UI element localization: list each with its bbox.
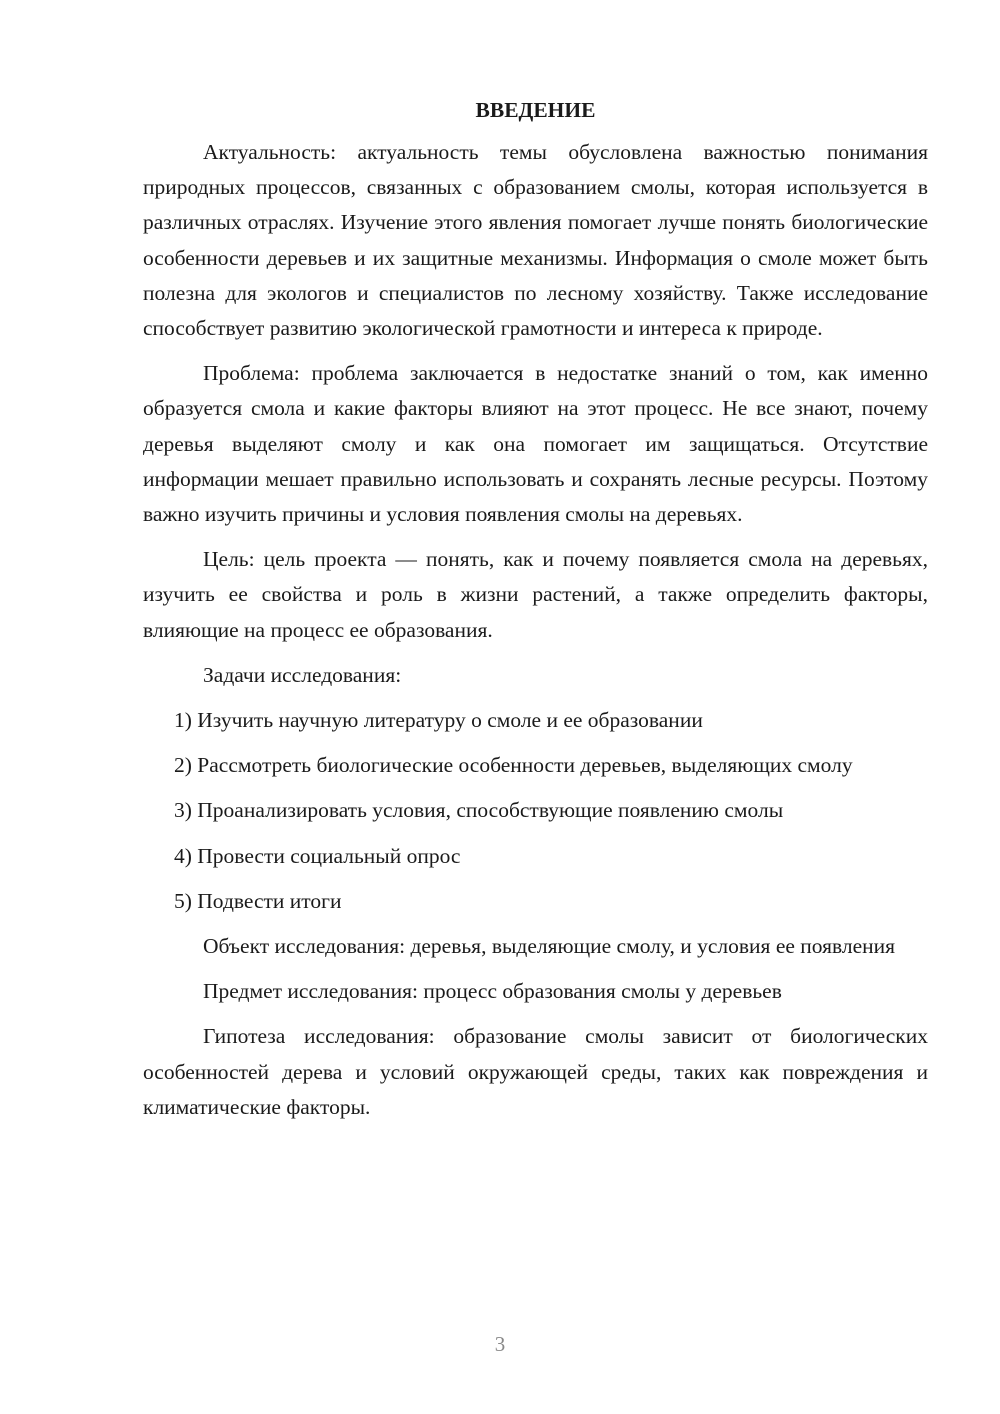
task-item-3: 3) Проанализировать условия, способствующие появлению смолы xyxy=(174,798,784,823)
task-item-1: 1) Изучить научную литературу о смоле и ее образовании xyxy=(174,708,703,733)
problem-paragraph: Проблема: проблема заключается в недостатке знаний о том, как именно образуется смола и какие факторы влияют на этот процесс. Не все знают, почему деревья выделяют смолу и как она помогает им защищаться. Отсутствие информации мешает правильно использовать и сохранять лесные ресурсы. Поэтому важно изучить причины и условия появления смолы на деревьях. xyxy=(143,361,928,527)
object-paragraph: Объект исследования: деревья, выделяющие смолу, и условия ее появления xyxy=(203,934,896,959)
tasks-title: Задачи исследования: xyxy=(203,662,402,687)
hypothesis-paragraph: Гипотеза исследования: образование смолы зависит от биологических особенностей дерева и условий окружающей среды, таких как повреждения и климатические факторы. xyxy=(143,1024,928,1119)
relevance-paragraph: Актуальность: актуальность темы обусловлена важностью понимания природных процессов, связанных с образованием смолы, которая используется в различных отраслях. Изучение этого явления помогает лучше понять биологические особенности деревьев и их защитные механизмы. Информация о смоле может быть полезна для экологов и специалистов по лесному хозяйству. Также исследование способствует развитию экологической грамотности и интереса к природе. xyxy=(143,140,928,341)
goal-paragraph: Цель: цель проекта — понять, как и почему появляется смола на деревьях, изучить ее свойства и роль в жизни растений, а также определить факторы, влияющие на процесс ее образования. xyxy=(143,547,928,642)
page-number: 3 xyxy=(494,1332,506,1356)
subject-paragraph: Предмет исследования: процесс образования смолы у деревьев xyxy=(203,979,782,1004)
task-item-2: 2) Рассмотреть биологические особенности деревьев, выделяющих смолу xyxy=(174,753,853,778)
task-item-5: 5) Подвести итоги xyxy=(174,888,342,913)
section-heading: ВВЕДЕНИЕ xyxy=(475,98,596,122)
document-page xyxy=(143,95,928,1135)
task-item-4: 4) Провести социальный опрос xyxy=(174,843,461,868)
